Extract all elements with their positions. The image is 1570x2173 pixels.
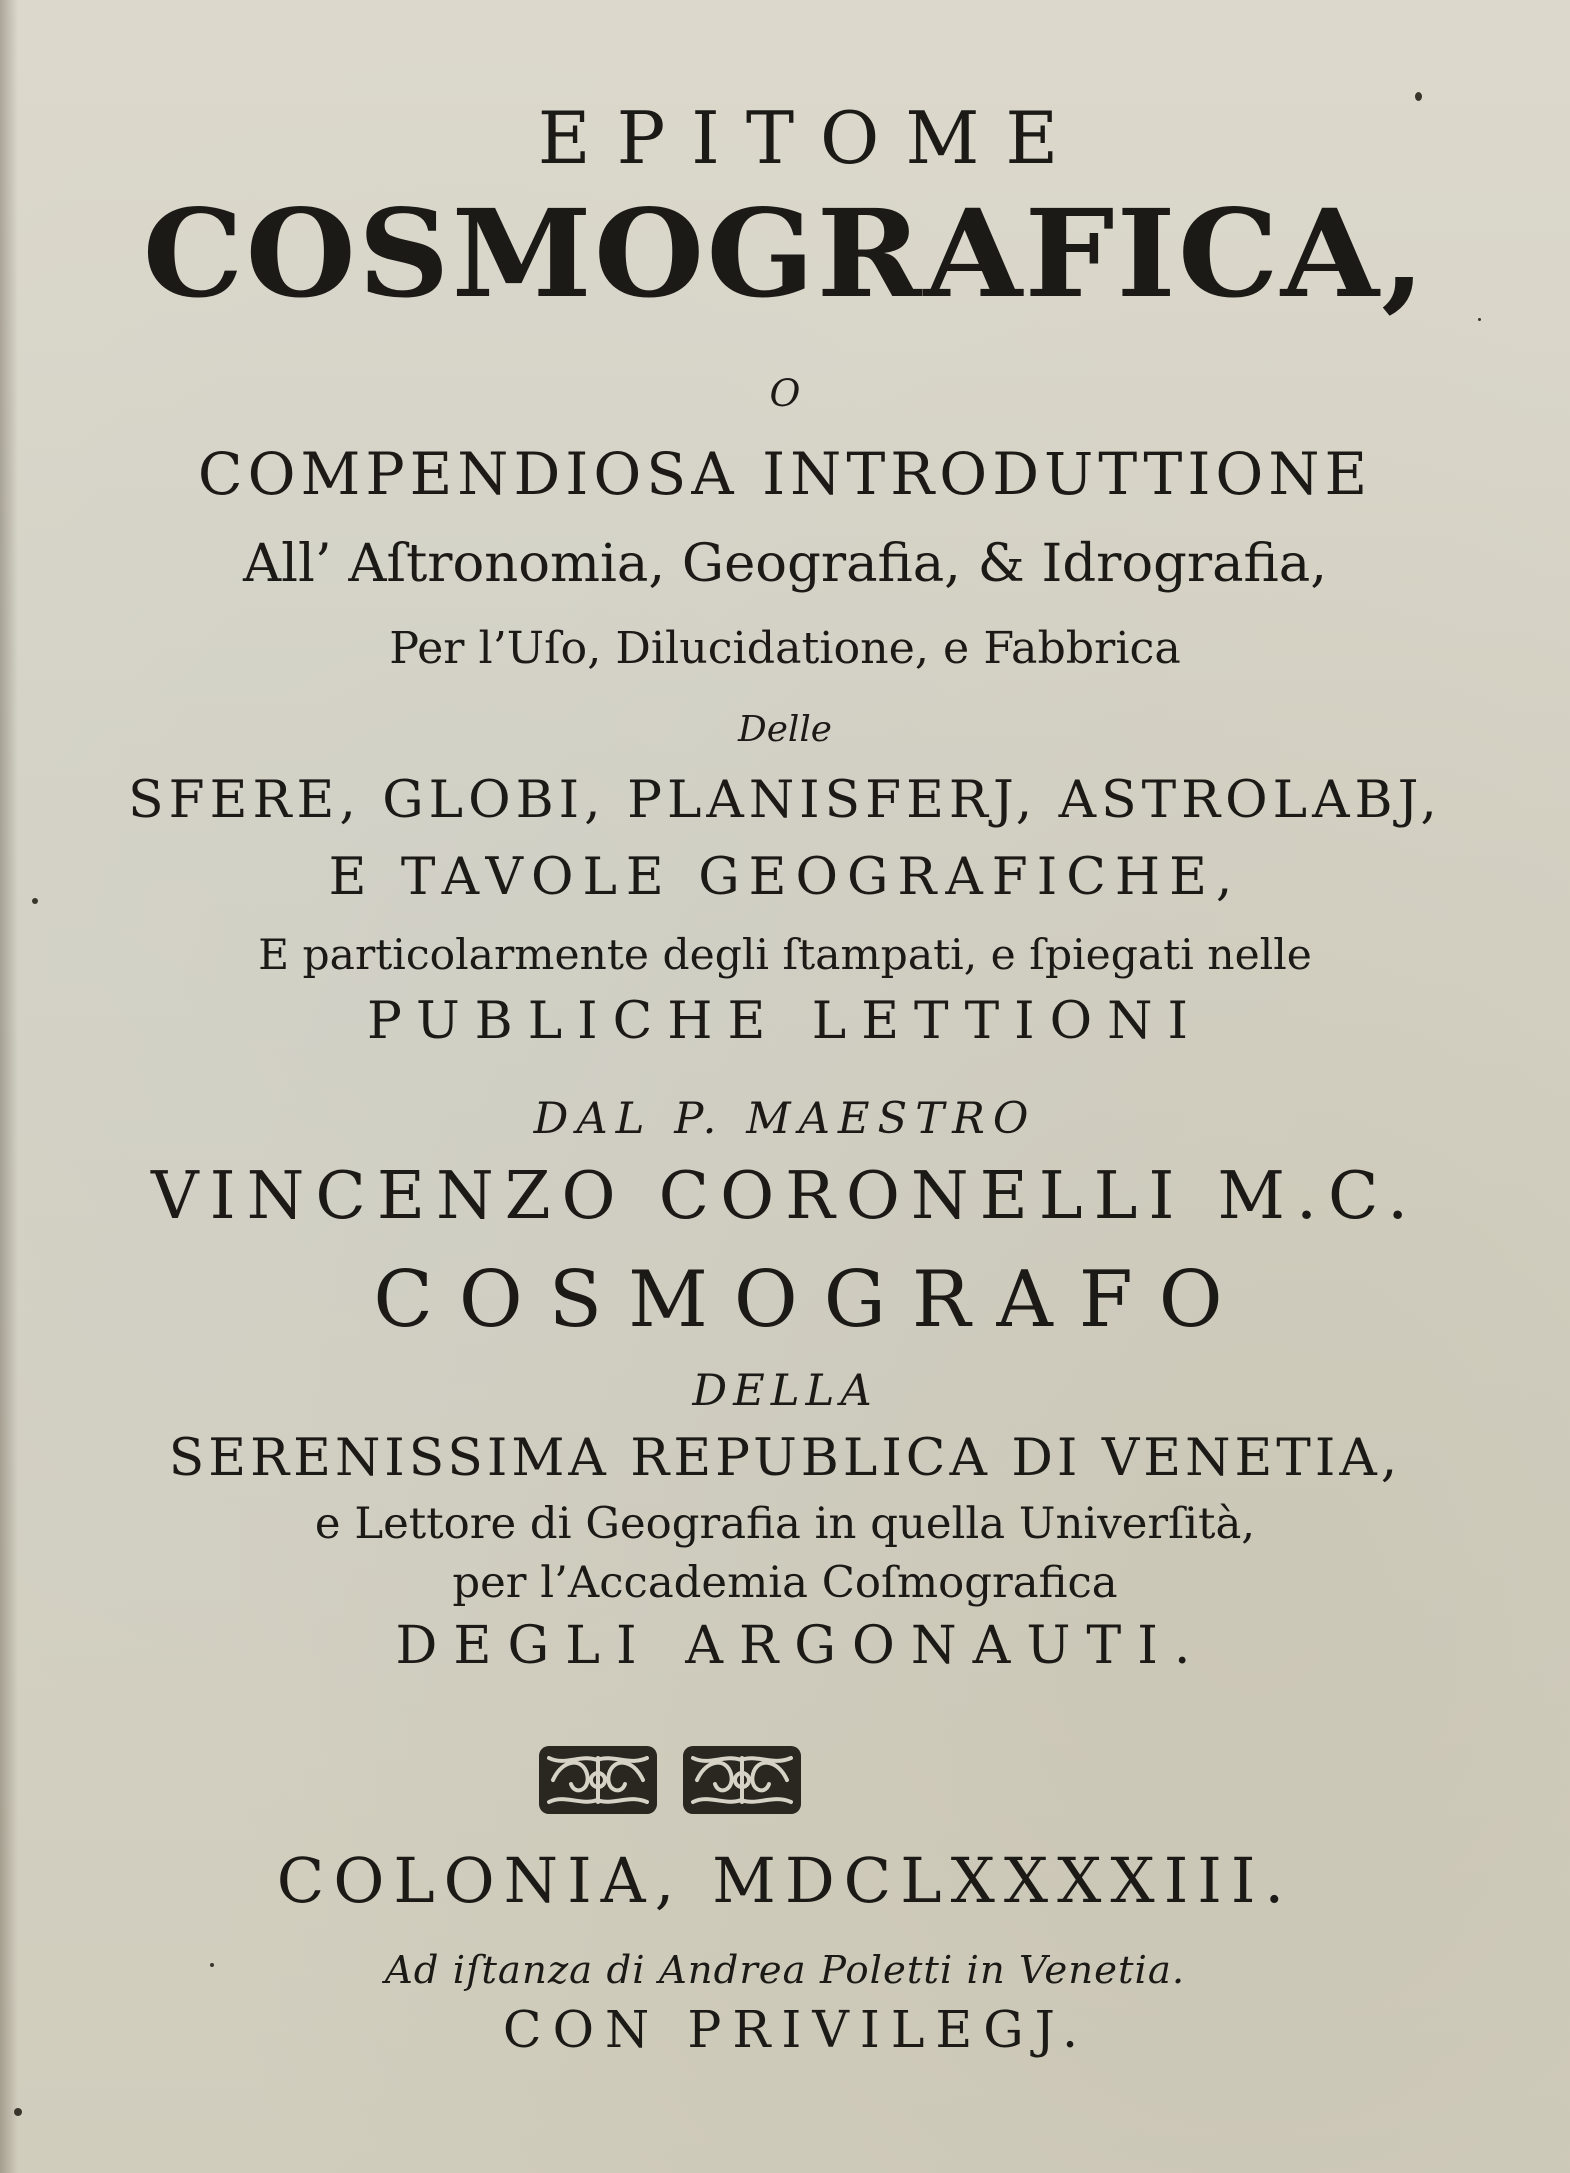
author-line-lettore: e Lettore di Geografia in quella Univerſità, bbox=[314, 1499, 1256, 1549]
subtitle-line-compendiosa: COMPENDIOSA INTRODUTTIONE bbox=[197, 440, 1373, 508]
subtitle-line-publiche: PUBLICHE LETTIONI bbox=[367, 991, 1203, 1051]
subtitle-line-astronomia: All’ Aſtronomia, Geografia, & Idrografia, bbox=[243, 533, 1327, 594]
ink-speck bbox=[210, 1963, 214, 1967]
binding-shadow bbox=[0, 0, 18, 2173]
ink-speck bbox=[1478, 318, 1481, 321]
author-line-della: DELLA bbox=[692, 1366, 878, 1416]
imprint-publisher: Ad iſtanza di Andrea Poletti in Venetia. bbox=[384, 1948, 1186, 1993]
subtitle-line-uso: Per l’Uſo, Dilucidatione, e Fabbrica bbox=[389, 623, 1181, 674]
ink-speck bbox=[1415, 92, 1422, 101]
author-name: VINCENZO CORONELLI M.C. bbox=[150, 1157, 1420, 1234]
author-line-dal: DAL P. MAESTRO bbox=[533, 1094, 1037, 1144]
ink-speck bbox=[32, 898, 38, 904]
title-line-epitome: EPITOME bbox=[537, 97, 1085, 181]
author-line-serenissima: SERENISSIMA REPUBLICA DI VENETIA, bbox=[168, 1428, 1402, 1488]
title-line-o: O bbox=[769, 371, 801, 415]
subtitle-line-sfere: SFERE, GLOBI, PLANISFERJ, ASTROLABJ, bbox=[128, 770, 1442, 830]
title-line-cosmografica: COSMOGRAFICA, bbox=[142, 184, 1428, 325]
printer-fleuron-ornament-icon bbox=[535, 1740, 805, 1820]
imprint-privilege: CON PRIVILEGJ. bbox=[502, 2000, 1090, 2059]
imprint-place-date: COLONIA, MDCLXXXXIII. bbox=[276, 1844, 1294, 1917]
author-line-argonauti: DEGLI ARGONAUTI. bbox=[395, 1616, 1207, 1676]
subtitle-line-particolarmente: E particolarmente degli ſtampati, e ſpiegati nelle bbox=[258, 931, 1312, 980]
ink-speck bbox=[14, 2108, 22, 2116]
subtitle-line-tavole: E TAVOLE GEOGRAFICHE, bbox=[328, 847, 1242, 907]
author-title-cosmografo: COSMOGRAFO bbox=[373, 1255, 1249, 1345]
subtitle-line-delle: Delle bbox=[737, 709, 832, 750]
author-line-accademia: per l’Accademia Coſmografica bbox=[452, 1558, 1118, 1608]
